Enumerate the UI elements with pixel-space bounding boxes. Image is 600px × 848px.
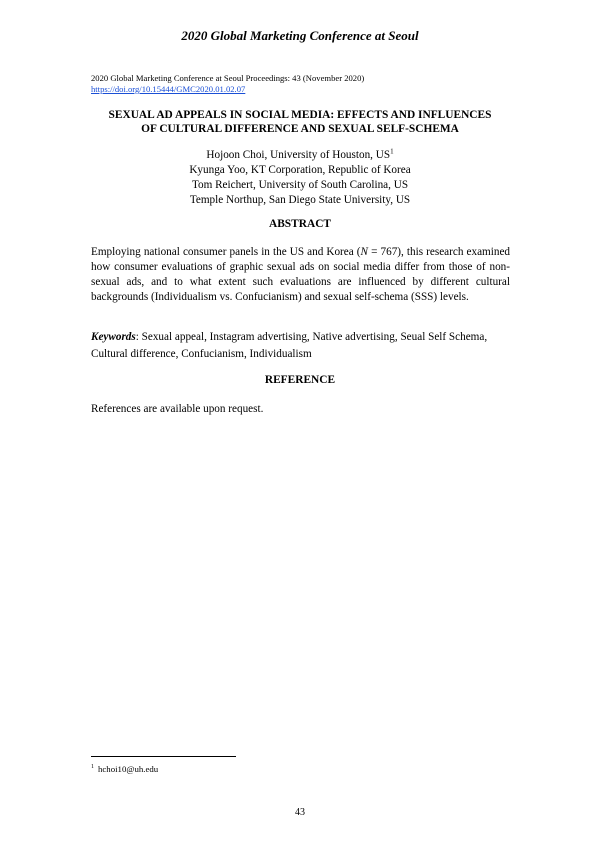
author-line: Hojoon Choi, University of Houston, $US^1$ <box>206 147 394 161</box>
abstract-heading: ABSTRACT <box>268 218 332 230</box>
paper-title <box>60 108 540 136</box>
keywords-label: Keywords <box>91 331 136 343</box>
footnote-marker[interactable]: 1 <box>390 147 394 156</box>
running-header: 2020 Global Marketing Conference at Seoul <box>181 28 419 43</box>
abstract-text: Employing national consumer panels in the US and Korea (N = 767), this research examined how consumer evaluations of graphic sexual ads on social media differ from those of non-sexual ads, and to what extent such evaluations are influenced by different cultural backgrounds (Individualism vs. Confucianism) and sexual self-schema (SSS) levels. <box>91 246 510 303</box>
keywords-paragraph <box>91 329 510 363</box>
proceedings-citation: 2020 Global Marketing Conference at Seoul Proceedings: 43 (November 2020) <box>91 73 365 83</box>
proceedings-info <box>91 73 511 95</box>
doi-link[interactable]: https://doi.org/10.15444/GMC2020.01.02.07 <box>91 84 246 94</box>
title-line-2: OF CULTURAL DIFFERENCE AND SEXUAL SELF-SCHEMA <box>141 123 459 135</box>
keywords-list: : Sexual appeal, Instagram advertising, Native advertising, Seual Self Schema, Cultural difference, Confucianism, Individualism <box>91 331 488 360</box>
author-line: Temple Northup, San Diego State University, US <box>189 194 411 206</box>
footnote <box>91 764 158 774</box>
sample-size-symbol: N <box>360 246 369 258</box>
author-line: Kyunga Yoo, KT Corporation, Republic of Korea <box>189 164 411 176</box>
title-line-1: SEXUAL AD APPEALS IN SOCIAL MEDIA: EFFECTS AND INFLUENCES <box>108 109 492 121</box>
page-number: 43 <box>295 807 305 818</box>
author-line: Tom Reichert, University of South Carolina, US <box>191 179 409 191</box>
author-list <box>60 148 540 208</box>
footnote-number: 1 <box>91 764 94 771</box>
reference-text: References are available upon request. <box>91 403 264 415</box>
reference-heading: REFERENCE <box>264 374 336 386</box>
footnote-email: hchoi10@uh.edu <box>98 764 159 774</box>
footnote-divider <box>91 756 236 757</box>
